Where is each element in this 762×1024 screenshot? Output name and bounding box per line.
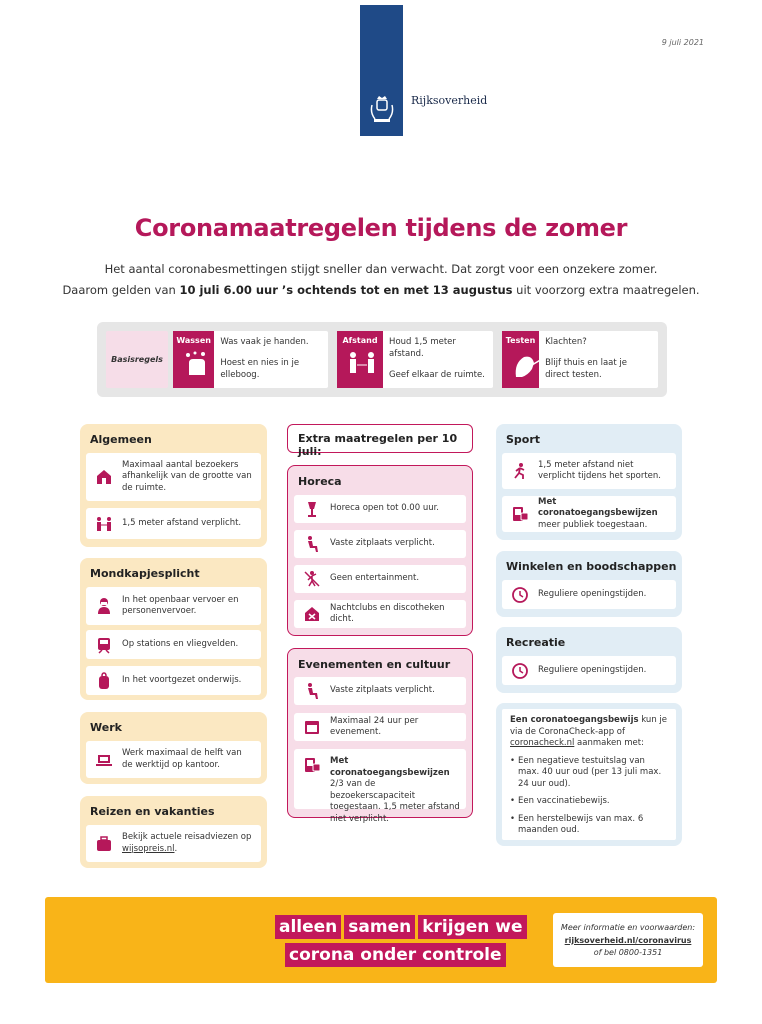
rijksoverheid-link[interactable]: rijksoverheid.nl/coronavirus — [564, 935, 692, 945]
rule-tag-label: Wassen — [176, 336, 211, 345]
list-item — [294, 677, 466, 705]
rule-line: Was vaak je handen. — [220, 337, 309, 347]
building-icon — [95, 468, 113, 486]
item-text: Vaste zitplaats verplicht. — [330, 538, 435, 549]
rule-line: Geef elkaar de ruimte. — [389, 370, 485, 380]
panel-title: Evenementen en cultuur — [298, 658, 451, 671]
list-item: • Een negatieve testuitslag van max. 40 uur oud (per 13 juli max. 24 uur oud). — [510, 756, 668, 791]
coronacheck-link[interactable]: coronacheck.nl — [510, 738, 575, 748]
distance-icon — [347, 349, 377, 379]
item-text-post: . — [174, 843, 178, 854]
coronatoegangsbewijs-info — [496, 703, 682, 846]
no-entertainment-icon — [303, 570, 321, 588]
list-item — [294, 495, 466, 523]
rule-tag-label: Afstand — [342, 336, 378, 345]
list-item — [502, 453, 676, 489]
more-info-box — [553, 913, 703, 967]
intro-text — [40, 259, 722, 301]
info-text-1: kun je via de CoronaCheck-app of — [510, 715, 667, 737]
item-text: Vaste zitplaats verplicht. — [330, 685, 435, 696]
item-text-bold: Met coronatoegangsbewijzen — [330, 756, 450, 778]
panel-reizen — [80, 796, 267, 868]
panel-algemeen — [80, 424, 267, 547]
rule-tag — [173, 331, 214, 388]
rule-tag-label: Testen — [505, 336, 536, 345]
date: 9 juli 2021 — [661, 38, 704, 47]
panel-recreatie — [496, 627, 682, 693]
list-item — [86, 508, 261, 539]
qr-pass-icon — [303, 756, 321, 774]
item-text: Maximaal 24 uur per evenement. — [330, 715, 419, 737]
list-item — [294, 565, 466, 593]
list-item — [86, 453, 261, 501]
item-text — [538, 497, 676, 532]
slogan-word: corona onder controle — [285, 943, 506, 967]
person-mask-icon — [95, 597, 113, 615]
item-text: 1,5 meter afstand niet verplicht tijdens het sporten. — [538, 459, 661, 481]
panel-winkelen — [496, 551, 682, 617]
hands-wash-icon — [183, 349, 211, 379]
suitcase-icon — [95, 835, 113, 853]
rule-line: Klachten? — [545, 337, 587, 347]
rule-wassen — [173, 331, 328, 388]
list-item — [294, 600, 466, 628]
item-text: Reguliere openingstijden. — [538, 588, 647, 599]
rule-afstand — [337, 331, 493, 388]
rule-line: Hoest en nies in je elleboog. — [220, 358, 300, 380]
item-text — [330, 756, 466, 825]
phone-number: of bel 0800-1351 — [593, 948, 663, 957]
item-text-rest: 2/3 van de bezoekerscapaciteit toegestaan. 1,5 meter afstand niet verplicht. — [330, 779, 460, 824]
qr-pass-icon — [511, 505, 529, 523]
intro-line-2-pre: Daarom gelden van — [62, 283, 180, 297]
rule-tag — [502, 331, 539, 388]
item-text: 1,5 meter afstand verplicht. — [122, 517, 242, 528]
intro-line-2 — [40, 280, 722, 301]
rule-line: Houd 1,5 meter afstand. — [389, 337, 456, 359]
clock-icon — [511, 586, 529, 604]
panel-werk — [80, 712, 267, 784]
item-text: In het voortgezet onderwijs. — [122, 674, 242, 685]
list-item — [294, 749, 466, 824]
slogan-word: alleen — [275, 915, 341, 939]
seated-person-icon — [303, 535, 321, 553]
item-text: Werk maximaal de helft van de werktijd op kantoor. — [122, 748, 242, 770]
brand-name: Rijksoverheid — [411, 94, 488, 107]
list-item — [86, 741, 261, 778]
list-item — [502, 656, 676, 685]
seated-person-icon — [303, 682, 321, 700]
rule-text — [383, 331, 493, 388]
item-text: Horeca open tot 0.00 uur. — [330, 503, 440, 514]
clock-icon — [511, 662, 529, 680]
item-text: In het openbaar vervoer en personenvervoer. — [122, 594, 239, 616]
intro-line-1: Het aantal coronabesmettingen stijgt sneller dan verwacht. Dat zorgt voor een onzekere zomer. — [104, 262, 658, 276]
list-item — [86, 630, 261, 659]
panel-title: Mondkapjesplicht — [90, 567, 200, 580]
panel-horeca — [287, 465, 473, 636]
list-item: • Een herstelbewijs van max. 6 maanden oud. — [510, 814, 668, 837]
list-item — [294, 530, 466, 558]
slogan-word: samen — [344, 915, 415, 939]
list-item — [502, 580, 676, 609]
train-icon — [95, 636, 113, 654]
rule-text — [214, 331, 328, 388]
item-text-bold: Met coronatoegangsbewijzen — [538, 496, 658, 519]
rule-text — [539, 331, 658, 388]
rule-tag — [337, 331, 383, 388]
intro-date-range: 10 juli 6.00 uur ’s ochtends tot en met 13 augustus — [179, 283, 513, 297]
panel-title: Reizen en vakanties — [90, 805, 215, 818]
panel-sport — [496, 424, 682, 540]
more-info-label: Meer informatie en voorwaarden: — [560, 923, 696, 932]
panel-title: Sport — [506, 433, 541, 446]
basisregels-label: Basisregels — [106, 331, 168, 388]
panel-title: Werk — [90, 721, 122, 734]
item-text: Reguliere openingstijden. — [538, 664, 647, 675]
info-bullets — [510, 756, 668, 837]
item-text: Op stations en vliegvelden. — [122, 638, 239, 649]
panel-title: Algemeen — [90, 433, 152, 446]
info-text-2: aanmaken met: — [574, 738, 644, 748]
extra-maatregelen-header: Extra maatregelen per 10 juli: — [287, 424, 473, 453]
glass-icon — [303, 500, 321, 518]
rule-testen — [502, 331, 658, 388]
item-text: Nachtclubs en discotheken dicht. — [330, 602, 445, 624]
panel-title: Winkelen en boodschappen — [506, 560, 677, 573]
list-item — [86, 825, 261, 862]
item-text: Geen entertainment. — [330, 573, 420, 584]
item-text-pre: Bekijk actuele reisadviezen op — [122, 832, 252, 842]
basisregels-panel — [97, 322, 667, 397]
distance-icon — [95, 515, 113, 533]
closed-building-icon — [303, 605, 321, 623]
list-item — [86, 587, 261, 625]
panel-evenementen — [287, 648, 473, 824]
info-bold: Een coronatoegangsbewijs — [510, 715, 639, 725]
wijsopreis-link[interactable]: wijsopreis.nl — [122, 843, 175, 854]
list-item — [502, 496, 676, 532]
item-text: Maximaal aantal bezoekers afhankelijk van de grootte van de ruimte. — [122, 459, 252, 493]
page-title: Coronamaatregelen tijdens de zomer — [134, 214, 628, 242]
panel-title: Recreatie — [506, 636, 566, 649]
runner-icon — [511, 462, 529, 480]
slogan-word: krijgen we — [418, 915, 526, 939]
list-item — [294, 713, 466, 741]
slogan-row-1 — [275, 915, 527, 939]
rule-line: Blijf thuis en laat je direct testen. — [545, 358, 628, 380]
slogan-row-2 — [285, 943, 527, 967]
panel-mondkapjesplicht — [80, 558, 267, 700]
backpack-icon — [95, 672, 113, 690]
slogan — [275, 915, 527, 971]
royal-emblem-icon — [367, 95, 397, 125]
info-intro — [510, 715, 668, 750]
item-text-rest: meer publiek toegestaan. — [538, 519, 648, 530]
item-text — [122, 832, 261, 855]
test-swab-icon — [512, 349, 542, 379]
intro-line-2-post: uit voorzorg extra maatregelen. — [512, 283, 700, 297]
panel-title: Horeca — [298, 475, 342, 488]
laptop-icon — [95, 751, 113, 769]
list-item: • Een vaccinatiebewijs. — [510, 796, 668, 808]
calendar-icon — [303, 718, 321, 736]
list-item — [86, 666, 261, 695]
